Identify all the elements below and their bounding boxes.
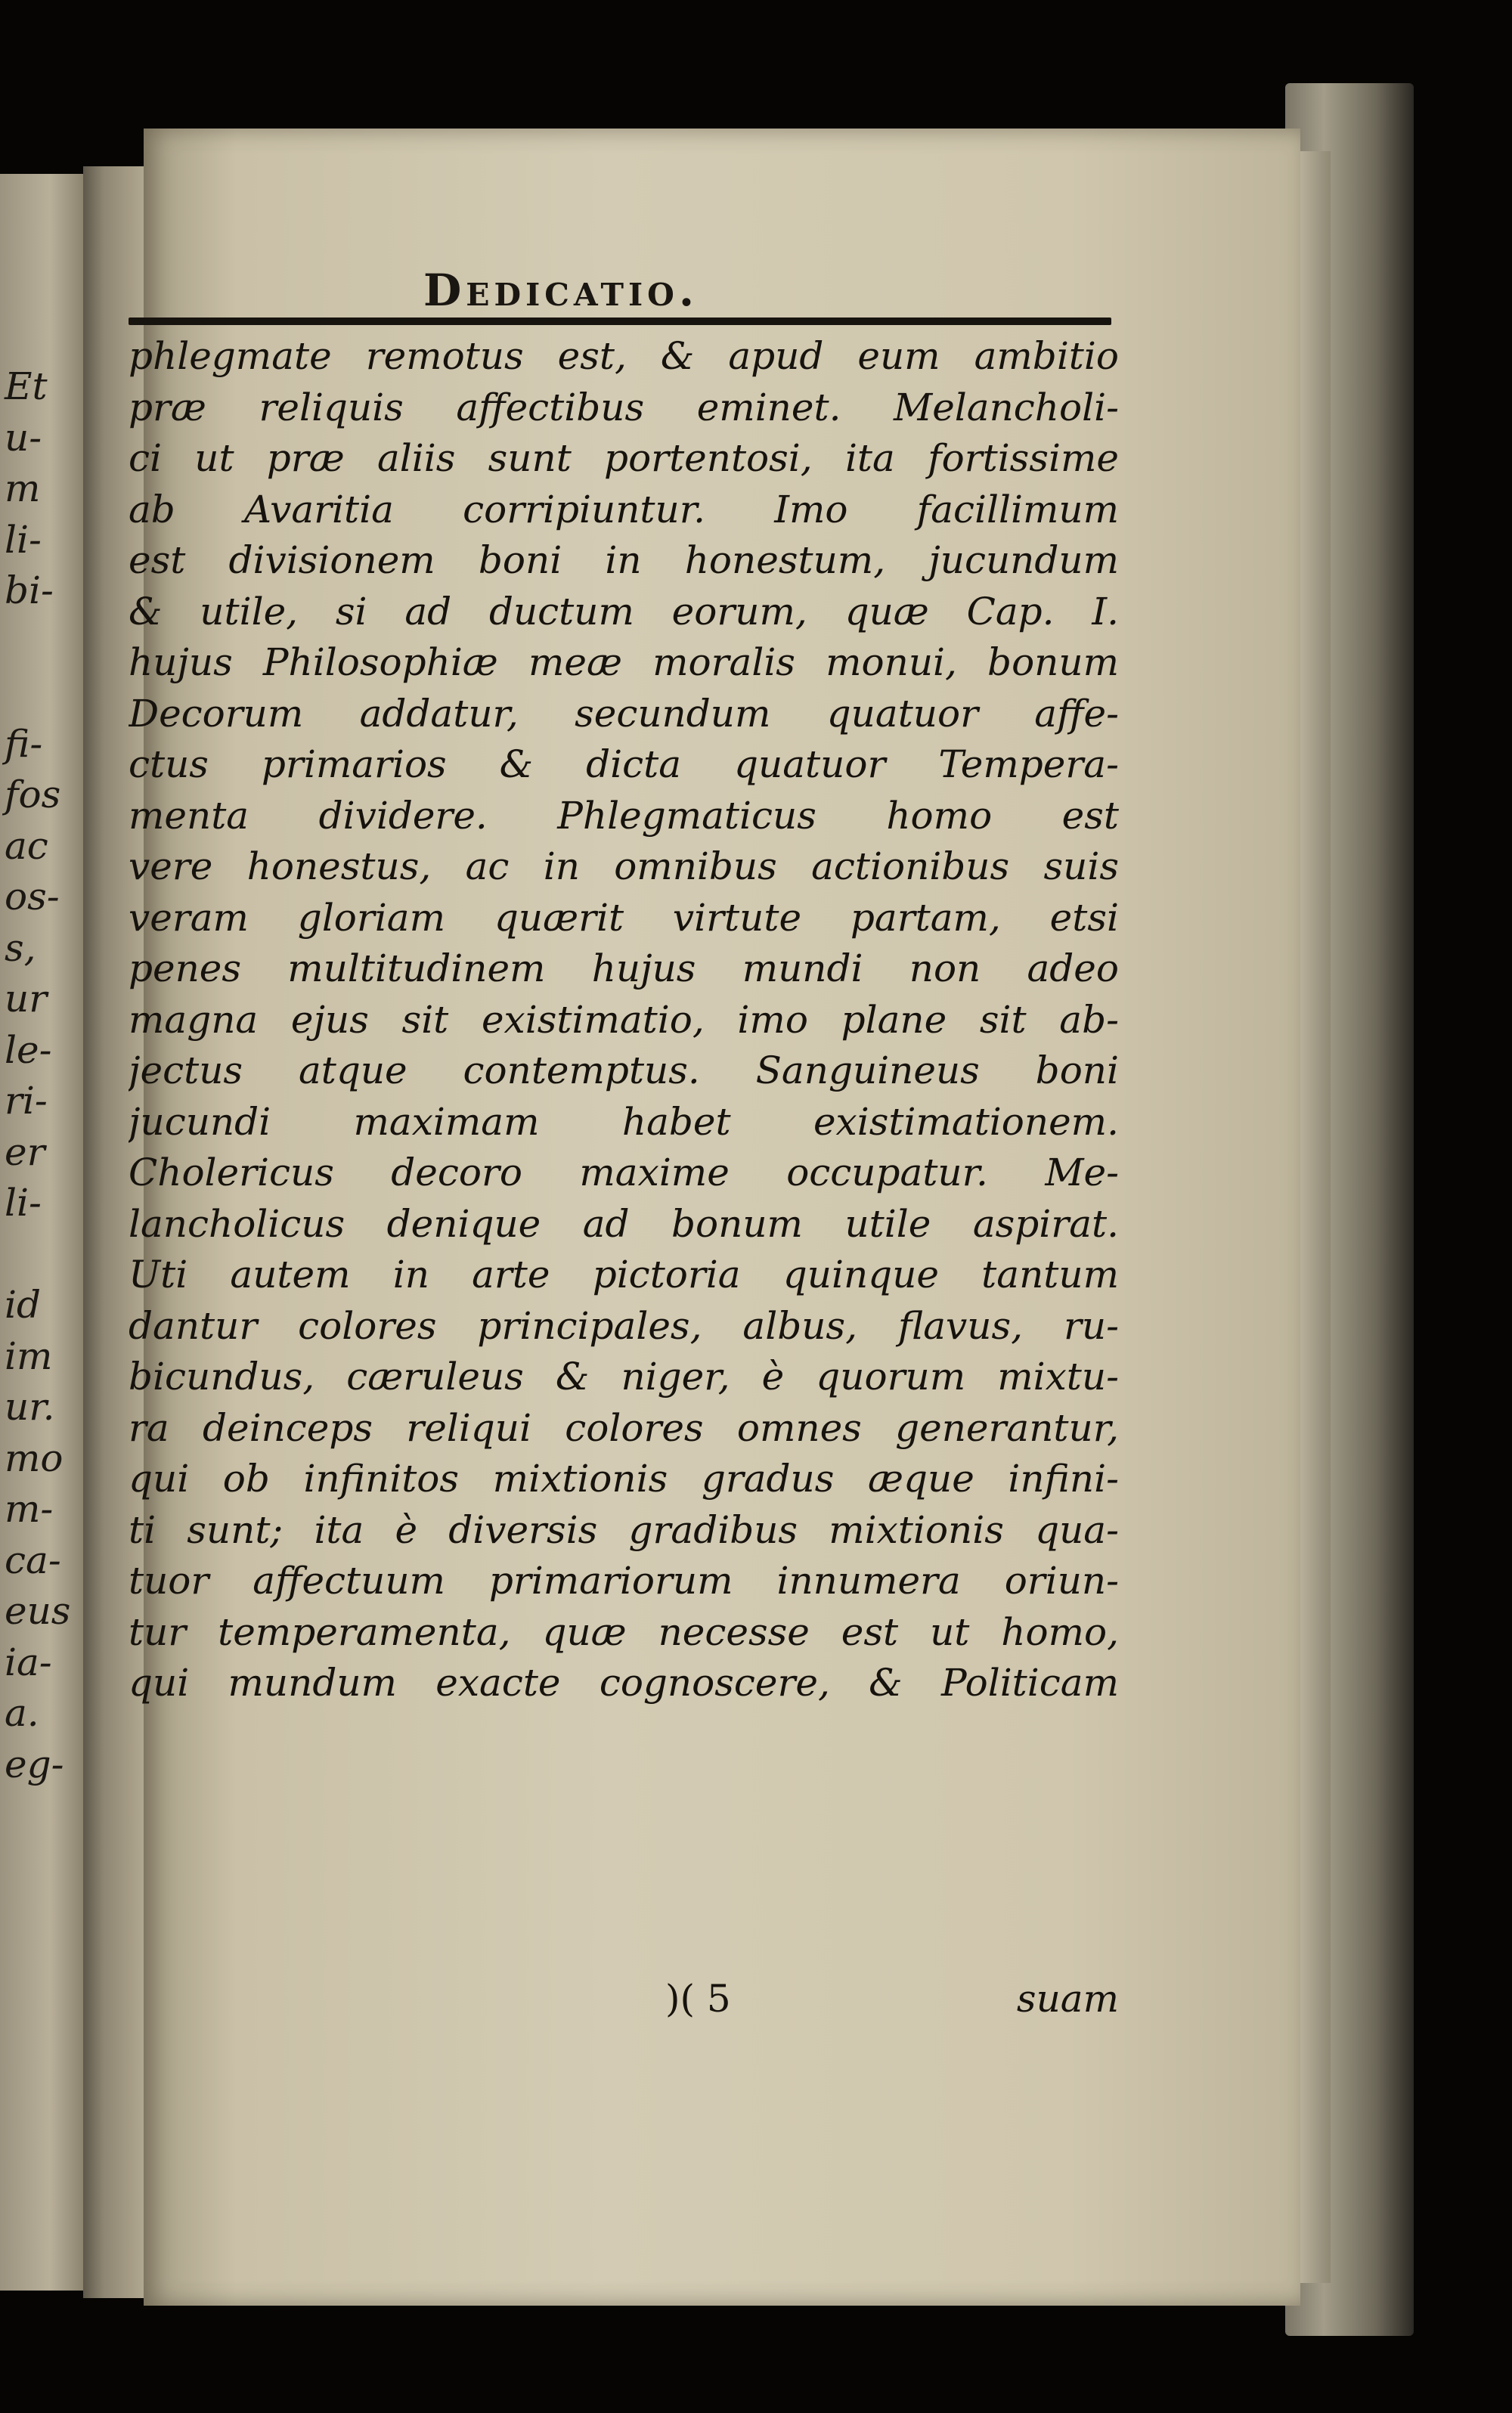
text-line: est divisionem boni in honestum, jucundum	[129, 538, 1119, 582]
catchword: suam	[1016, 1977, 1119, 2021]
left-fragment: bi-	[5, 568, 54, 612]
left-fragment: im	[5, 1334, 53, 1378]
left-facing-page	[0, 174, 83, 2291]
body-text	[129, 331, 1119, 1709]
text-line: & utile, si ad ductum eorum, quæ Cap. I.	[129, 589, 1119, 633]
running-head: Dedicatio.	[423, 265, 699, 316]
left-fragment: Et	[5, 364, 48, 408]
text-line: Cholericus decoro maxime occupatur. Me-	[129, 1151, 1119, 1194]
left-fragment: id	[5, 1283, 41, 1327]
text-line: hujus Philosophiæ meæ moralis monui, bonum	[129, 640, 1119, 684]
text-line: ti sunt; ita è diversis gradibus mixtionis qua-	[129, 1507, 1119, 1552]
left-fragment: m	[5, 466, 41, 510]
text-line: Decorum addatur, secundum quatuor affe-	[129, 691, 1119, 736]
text-line: qui ob infinitos mixtionis gradus æque infini-	[129, 1457, 1119, 1501]
left-fragment	[5, 617, 88, 668]
left-fragment: ia-	[5, 1640, 52, 1684]
left-page-text-fragments	[5, 361, 88, 1790]
left-fragment	[5, 1229, 88, 1281]
left-fragment: s,	[5, 925, 36, 970]
left-fragment: li-	[5, 517, 42, 562]
text-line: ab Avaritia corripiuntur. Imo facillimum	[129, 487, 1119, 531]
left-fragment: mo	[5, 1436, 64, 1480]
left-fragment: le-	[5, 1027, 52, 1072]
left-fragment: ca-	[5, 1538, 61, 1582]
left-fragment: li-	[5, 1181, 42, 1225]
text-line: ra deinceps reliqui colores omnes generantur,	[129, 1405, 1119, 1450]
text-line: bicundus, cæruleus & niger, è quorum mixtu-	[129, 1355, 1119, 1399]
page-footer	[665, 1977, 1119, 2030]
text-line: tur temperamenta, quæ necesse est ut homo,	[129, 1609, 1119, 1654]
text-line: penes multitudinem hujus mundi non adeo	[129, 946, 1119, 990]
left-fragment: er	[5, 1129, 45, 1174]
text-line: Uti autem in arte pictoria quinque tantum	[129, 1253, 1119, 1296]
page	[129, 129, 1300, 2306]
text-line: præ reliquis affectibus eminet. Melancholi-	[129, 385, 1119, 429]
left-fragment: fi-	[5, 721, 43, 766]
left-fragment: ur.	[5, 1385, 55, 1429]
left-fragment: eus	[5, 1589, 71, 1633]
signature-mark: )( 5	[665, 1977, 731, 2021]
page-edges	[1300, 151, 1331, 2283]
text-line: lancholicus denique ad bonum utile aspirat.	[129, 1201, 1119, 1246]
text-line: jectus atque contemptus. Sanguineus boni	[129, 1049, 1119, 1092]
left-fragment	[5, 668, 88, 719]
text-line: phlegmate remotus est, & apud eum ambitio	[129, 334, 1119, 378]
header-rule	[129, 318, 1111, 325]
text-line: magna ejus sit existimatio, imo plane sit ab-	[129, 997, 1119, 1042]
left-fragment: u-	[5, 415, 42, 460]
text-line: dantur colores principales, albus, flavus, ru-	[129, 1303, 1119, 1348]
text-line: qui mundum exacte cognoscere, & Politicam	[129, 1661, 1119, 1705]
text-line: menta dividere. Phlegmaticus homo est	[129, 793, 1119, 838]
left-fragment: m-	[5, 1487, 54, 1531]
text-line: veram gloriam quærit virtute partam, etsi	[129, 895, 1119, 940]
text-line: jucundi maximam habet existimationem.	[129, 1099, 1119, 1144]
left-fragment: a.	[5, 1691, 39, 1735]
left-fragment: ac	[5, 823, 48, 868]
left-fragment: os-	[5, 875, 60, 918]
text-line: tuor affectuum primariorum innumera oriun-	[129, 1559, 1119, 1603]
left-fragment: eg-	[5, 1742, 64, 1786]
left-fragment: fos	[5, 773, 61, 816]
left-fragment: ur	[5, 977, 48, 1021]
text-line: ci ut præ aliis sunt portentosi, ita fortissime	[129, 436, 1119, 480]
text-line: vere honestus, ac in omnibus actionibus suis	[129, 844, 1119, 888]
text-line: ctus primarios & dicta quatuor Tempera-	[129, 742, 1119, 786]
left-fragment: ri-	[5, 1079, 48, 1123]
